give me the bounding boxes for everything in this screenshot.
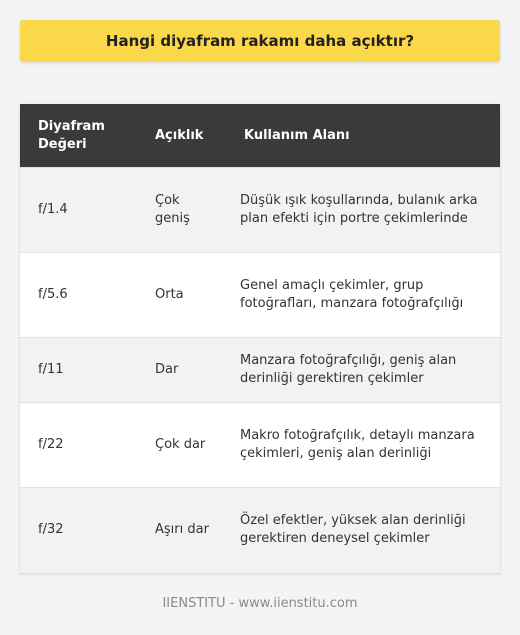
cell-aperture: f/5.6 [20,253,137,338]
cell-aperture: f/11 [20,338,137,403]
aperture-table [20,104,500,573]
cell-usage: Özel efektler, yüksek alan derinliği gerektiren deneysel çekimler [226,488,500,573]
cell-opening: Aşırı dar [137,488,226,573]
table-row [20,403,500,488]
cell-opening: Çok geniş [137,168,226,253]
aperture-table-container [20,104,500,573]
cell-usage: Düşük ışık koşullarında, bulanık arka plan efekti için portre çekimlerinde [226,168,500,253]
cell-opening: Çok dar [137,403,226,488]
cell-usage: Genel amaçlı çekimler, grup fotoğrafları, manzara fotoğrafçılığı [226,253,500,338]
table-row [20,338,500,403]
cell-opening: Orta [137,253,226,338]
cell-aperture: f/1.4 [20,168,137,253]
header-usage-area: Kullanım Alanı [226,104,500,168]
cell-usage: Makro fotoğrafçılık, detaylı manzara çekimleri, geniş alan derinliği [226,403,500,488]
cell-aperture: f/22 [20,403,137,488]
header-aperture-value: Diyafram Değeri [20,104,137,168]
cell-usage: Manzara fotoğrafçılığı, geniş alan derinliği gerektiren çekimler [226,338,500,403]
table-row [20,168,500,253]
title-banner [20,20,500,62]
header-opening: Açıklık [137,104,226,168]
footer-credit: IIENSTITU - www.iienstitu.com [162,596,358,611]
table-row [20,253,500,338]
cell-opening: Dar [137,338,226,403]
table-header-row [20,104,500,168]
table-row [20,488,500,573]
cell-aperture: f/32 [20,488,137,573]
page-title: Hangi diyafram rakamı daha açıktır? [105,32,415,50]
